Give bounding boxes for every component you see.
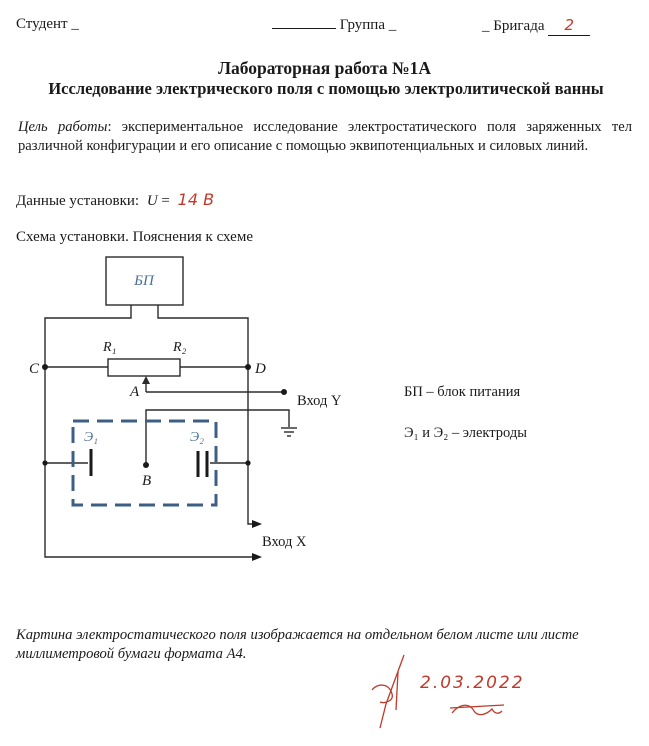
goal-text: : экспериментальное исследование электростатического поля заряженных тел различной конфигурации и его описание с помощью эквипотенциальных и силовых линий.	[18, 119, 632, 154]
electrode1-junction	[42, 460, 47, 465]
node-c-dot	[42, 364, 48, 370]
left-lead-wire	[45, 305, 254, 557]
right-lead-wire	[158, 305, 254, 524]
input-x-arrow-icon	[252, 520, 262, 528]
scheme-title: Схема установки. Пояснения к схеме	[16, 229, 253, 245]
psu-label: БП	[134, 273, 154, 289]
slider-arrow-icon	[142, 376, 150, 384]
legend-psu: БП – блок питания	[404, 384, 521, 400]
node-c-label: C	[29, 361, 40, 377]
page-title: Лабораторная работа №1А	[217, 58, 432, 78]
input-y-terminal	[281, 389, 287, 395]
page-subtitle: Исследование электрического поля с помощью электролитической ванны	[48, 79, 604, 98]
setup-label: Данные установки:	[16, 193, 140, 209]
goal-lead: Цель работы	[18, 119, 108, 135]
signature-date: 2.03.2022	[420, 673, 525, 693]
input-x-arrow-icon	[252, 553, 262, 561]
probe-b-dot	[143, 462, 149, 468]
node-a-label: A	[130, 384, 140, 400]
team-label: _ Бригада	[482, 18, 545, 34]
setup-eq: =	[161, 193, 170, 209]
r2-label: R₂	[173, 340, 187, 355]
legend-electrodes: Э₁ и Э₂ – электроды	[404, 425, 527, 441]
voltage-value: 14 В	[177, 190, 215, 209]
resistor	[108, 359, 180, 376]
voltage-symbol: U	[146, 193, 158, 209]
node-b-label: B	[142, 473, 152, 489]
group-label: Группа _	[339, 17, 397, 33]
footer-note: Картина электростатического поля изображается на отдельном белом листе или листе миллиметровой бумаги формата А4.	[16, 627, 579, 662]
input-x-label: Вход X	[262, 534, 307, 550]
electrode2-label: Э₂	[190, 430, 205, 445]
node-d-label: D	[255, 361, 266, 377]
r1-label: R₁	[103, 340, 117, 355]
team-value: 2	[564, 16, 575, 34]
electrode1-label: Э₁	[84, 430, 99, 445]
node-d-dot	[245, 364, 251, 370]
ground-icon	[281, 428, 297, 436]
electrode2-junction	[245, 460, 250, 465]
input-y-label: Вход Y	[297, 393, 342, 409]
student-label: Студент _	[16, 16, 79, 32]
